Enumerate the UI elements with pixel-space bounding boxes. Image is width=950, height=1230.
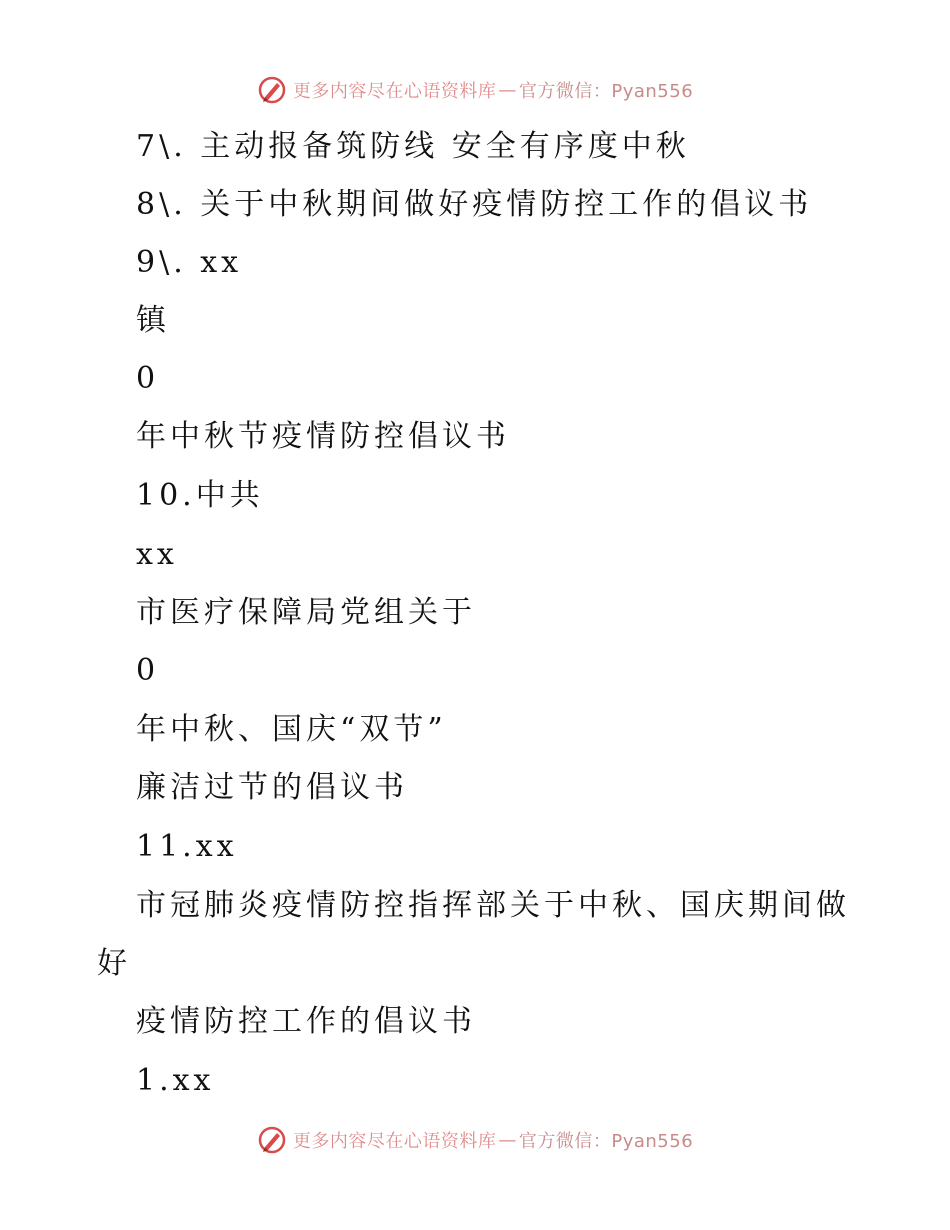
list-item: 市冠肺炎疫情防控指挥部关于中秋、国庆期间做 — [136, 888, 850, 923]
list-item: 年中秋节疫情防控倡议书 — [136, 419, 510, 454]
list-item: 11.xx — [136, 829, 238, 864]
list-item: 廉洁过节的倡议书 — [136, 770, 408, 805]
list-item: 好 — [97, 946, 131, 981]
list-item: 镇 — [136, 303, 170, 338]
watermark-wechat: 官方微信：Pyan556 — [518, 1131, 694, 1152]
list-item: 市医疗保障局党组关于 — [136, 595, 476, 630]
list-item: 0 — [136, 653, 160, 688]
watermark-text: 更多内容尽在心语资料库 — [292, 81, 497, 102]
footer-watermark — [0, 1120, 950, 1160]
list-item: 8\. 关于中秋期间做好疫情防控工作的倡议书 — [136, 187, 813, 222]
watermark-wechat: 官方微信：Pyan556 — [518, 81, 694, 102]
list-item: 9\. xx — [136, 245, 243, 280]
watermark-dash: — — [498, 1129, 517, 1151]
list-item: 1.xx — [136, 1063, 215, 1098]
list-item: 7\. 主动报备筑防线 安全有序度中秋 — [136, 129, 690, 164]
list-item: 疫情防控工作的倡议书 — [136, 1004, 476, 1039]
watermark-text: 更多内容尽在心语资料库 — [292, 1131, 497, 1152]
list-item: 0 — [136, 361, 160, 396]
list-item: xx — [136, 537, 178, 572]
list-item: 年中秋、国庆“双节” — [136, 712, 447, 747]
pen-logo-icon — [257, 1125, 287, 1155]
list-item: 10.中共 — [136, 478, 264, 513]
watermark-dash: — — [498, 79, 517, 101]
